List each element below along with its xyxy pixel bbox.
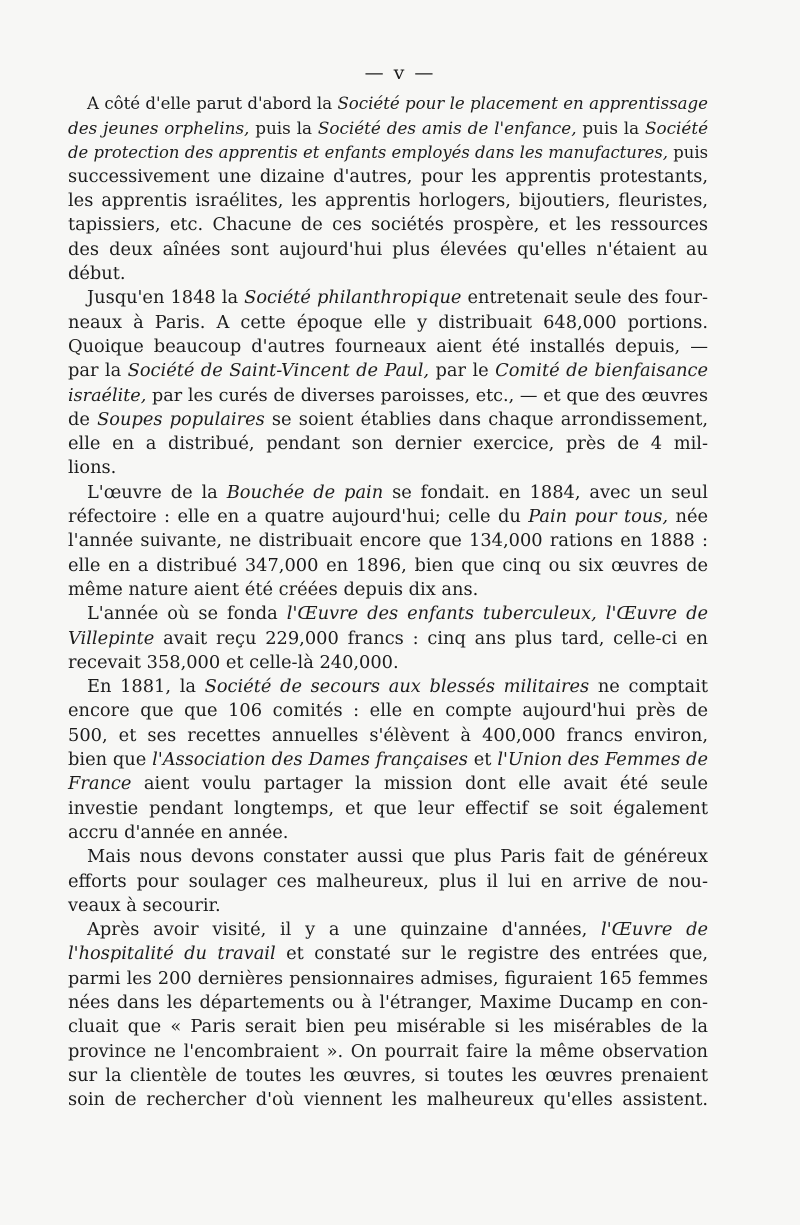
text-line: de Soupes populaires se soient établies dans chaque arrondissement, [68,408,708,430]
text-line: 500, et ses recettes annuelles s'élèvent à 400,000 francs environ, [68,724,708,746]
text-line: nées dans les départements ou à l'étranger, Maxime Ducamp en con- [68,991,708,1013]
text-line: tapissiers, etc. Chacune de ces sociétés prospère, et les ressources [68,214,708,236]
text-line: lions. [68,457,117,479]
text-line: En 1881, la Société de secours aux blessés militaires ne comptait [87,676,708,698]
italic-title: Soupes populaires [97,408,265,430]
text-line: elle en a distribué, pendant son dernier exercice, près de 4 mil- [68,433,708,455]
text-line: l'année suivante, ne distribuait encore que 134,000 rations en 1888 : [68,530,708,552]
italic-title: Société des amis de l'enfance, [317,118,577,139]
paragraph [68,92,708,286]
italic-title: israélite, [68,385,147,406]
text-line: des jeunes orphelins, puis la Société des amis de l'enfance, puis la Société [68,118,709,139]
italic-title: Société philanthropique [244,287,462,309]
paragraph [68,845,708,918]
text-line: neaux à Paris. A cette époque elle y distribuait 648,000 portions. [68,311,708,333]
text-line: L'année où se fonda l'Œuvre des enfants tuberculeux, l'Œuvre de [87,603,708,625]
text-line: province ne l'encombraient ». On pourrait faire la même observation [68,1040,708,1062]
italic-title: Bouchée de pain [226,481,384,503]
text-line: sur la clientèle de toutes les œuvres, si toutes les œuvres prenaient [68,1064,708,1086]
italic-title: Pain pour tous, [528,506,669,528]
paragraph [68,675,708,845]
text-line: accru d'année en année. [68,821,289,843]
italic-title: France [68,773,132,795]
text-line: Quoique beaucoup d'autres fourneaux aient été installés depuis, — [68,335,708,357]
text-line: réfectoire : elle en a quatre aujourd'hui; celle du Pain pour tous, née [68,506,708,528]
text-line: A côté d'elle parut d'abord la Société pour le placement en apprentissage [87,94,708,113]
text-line: Villepinte avait reçu 229,000 francs : cinq ans plus tard, celle-ci en [68,627,708,649]
text-line: veaux à secourir. [68,894,221,916]
italic-title: de protection des apprentis et enfants employés dans les manufactures, [68,142,668,162]
text-line: encore que que 106 comités : elle en compte aujourd'hui près de [68,700,708,722]
text-line: les apprentis israélites, les apprentis horlogers, bijoutiers, fleuristes, [68,190,708,212]
text-line: parmi les 200 dernières pensionnaires admises, figuraient 165 femmes [68,968,708,989]
text-line: cluait que « Paris serait bien peu misérable si les misérables de la [68,1016,708,1038]
italic-title: l'Œuvre de [601,919,709,941]
italic-title: des jeunes orphelins, [68,118,250,139]
italic-title: Société [645,118,709,139]
text-line: par la Société de Saint-Vincent de Paul, par le Comité de bienfaisance [68,360,709,382]
text-line: bien que l'Association des Dames françaises et l'Union des Femmes de [68,749,708,771]
italic-title: l'hospitalité du travail [68,943,276,965]
paragraph [68,481,708,602]
text-line: Jusqu'en 1848 la Société philanthropique entretenait seule des four- [87,287,708,309]
italic-title: l'Œuvre des enfants tuberculeux, l'Œuvre de [286,603,708,625]
italic-title: Société de Saint-Vincent de Paul, [127,360,430,382]
italic-title: Comité de bienfaisance [495,360,709,382]
text-line: investie pendant longtemps, et que leur effectif se soit également [68,797,708,819]
text-line: de protection des apprentis et enfants employés dans les manufactures, puis [68,142,709,162]
text-line: des deux aînées sont aujourd'hui plus élevées qu'elles n'étaient au [68,238,708,260]
paragraph [68,918,708,1112]
italic-title: Société de secours aux blessés militaires [204,676,590,698]
italic-title: Villepinte [68,627,155,649]
text-line: recevait 358,000 et celle-là 240,000. [68,651,399,673]
page-number: — v — [364,62,436,84]
paragraph [68,286,708,480]
text-line: elle en a distribué 347,000 en 1896, bien que cinq ou six œuvres de [68,554,708,576]
text-line: successivement une dizaine d'autres, pour les apprentis protestants, [68,165,708,187]
text-line: l'hospitalité du travail et constaté sur le registre des entrées que, [68,943,708,965]
text-line: même nature aient été créées depuis dix ans. [68,578,479,600]
paragraph [68,602,708,675]
text-line: Après avoir visité, il y a une quinzaine d'années, l'Œuvre de [87,919,709,941]
text-line: efforts pour soulager ces malheureux, plus il lui en arrive de nou- [68,870,708,892]
italic-title: l'Association des Dames françaises [152,749,468,771]
body-text [68,92,708,1112]
text-line: Mais nous devons constater aussi que plus Paris fait de généreux [87,846,708,868]
text-line: L'œuvre de la Bouchée de pain se fondait. en 1884, avec un seul [87,481,708,503]
text-line: israélite, par les curés de diverses paroisses, etc., — et que des œuvres [68,385,708,406]
text-line: soin de rechercher d'où viennent les malheureux qu'elles assistent. [68,1089,708,1111]
text-line: début. [68,263,126,285]
text-line: France aient voulu partager la mission dont elle avait été seule [68,773,708,795]
italic-title: Société pour le placement en apprentissage [337,94,708,113]
italic-title: l'Union des Femmes de [497,749,708,771]
